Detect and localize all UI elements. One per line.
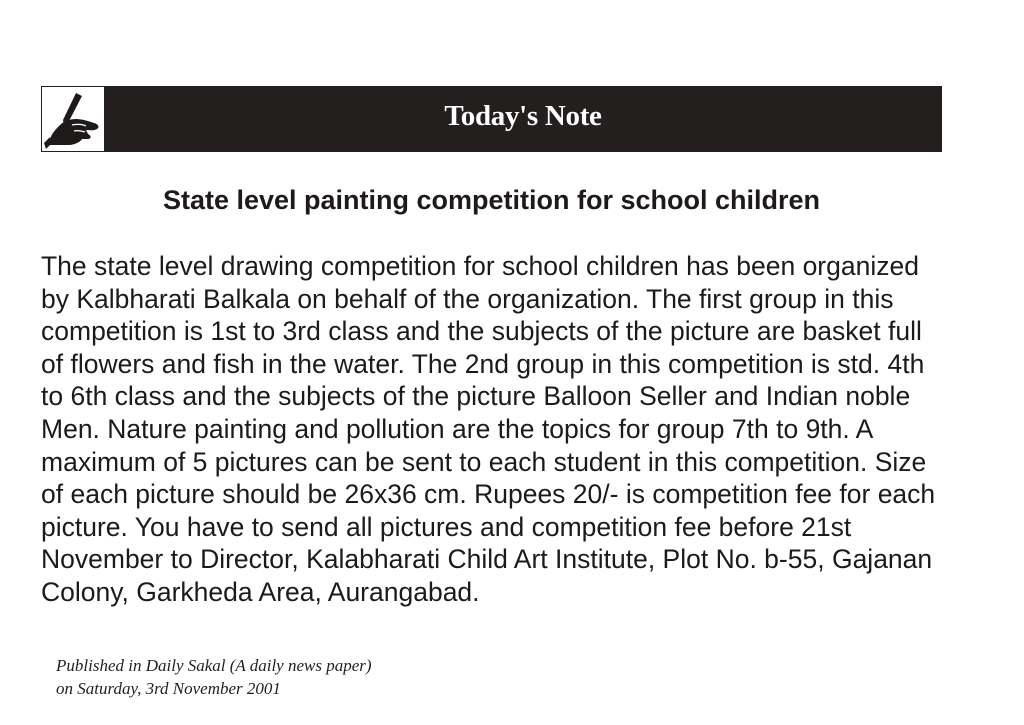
banner-icon-box: [42, 87, 104, 151]
article-body: The state level drawing competition for school children has been organized by Kalbharati Balkala on behalf of the organization. The first group in this competition is 1st to 3rd class and the subjects of the picture are basket full of flowers and fish in the water. The 2nd group in this competition is std. 4th to 6th class and the subjects of the picture Balloon Seller and Indian noble Men. Nature painting and pollution are the topics for group 7th to 9th. A maximum of 5 pictures can be sent to each student in this competition. Size of each picture should be 26x36 cm. Rupees 20/- is competition fee for each picture. You have to send all pictures and competition fee before 21st November to Director, Kalabharati Child Art Institute, Plot No. b-55, Gajanan Colony, Garkheda Area, Aurangabad.: [41, 251, 936, 607]
banner-title: Today's Note: [444, 100, 602, 132]
publication-line-2: on Saturday, 3rd November 2001: [56, 679, 281, 698]
article-headline: State level painting competition for school children: [162, 185, 821, 215]
note-banner: [41, 86, 942, 152]
publication-line-1: Published in Daily Sakal (A daily news paper): [56, 656, 372, 675]
publication-note: [56, 654, 372, 700]
pen-in-hand-icon: [42, 87, 104, 151]
